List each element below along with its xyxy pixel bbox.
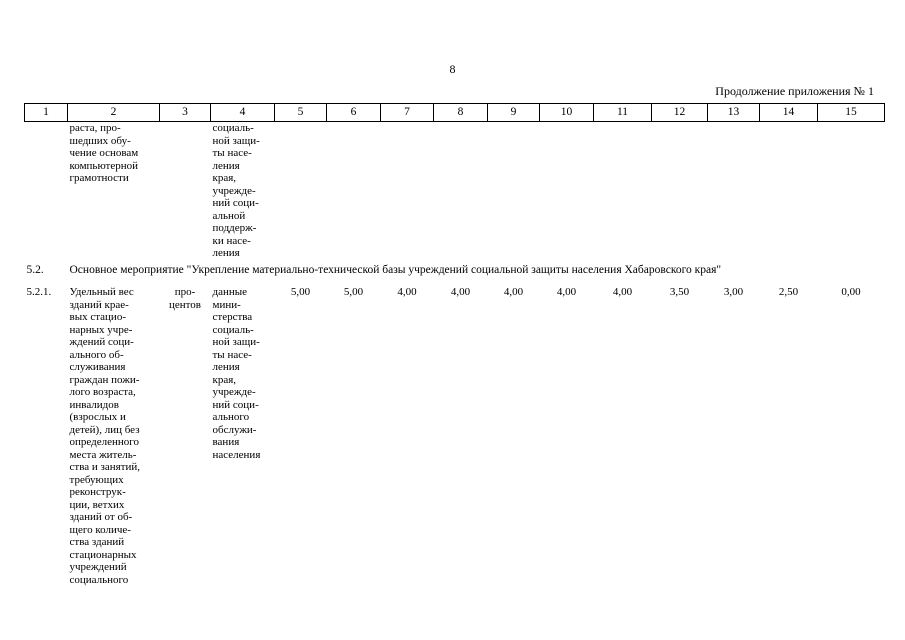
header-cell-9: 9 <box>488 104 540 122</box>
value-cell: 4,00 <box>450 286 471 298</box>
header-cell-13: 13 <box>708 104 760 122</box>
continuation-label: Продолжение приложения № 1 <box>715 84 874 98</box>
header-cell-12: 12 <box>652 104 708 122</box>
page-number: 8 <box>449 62 456 76</box>
header-cell-15: 15 <box>818 104 885 122</box>
value-cell: 3,50 <box>669 286 690 298</box>
continued-row <box>25 122 885 260</box>
value-cell: 5,00 <box>343 286 364 298</box>
indicator-name: Удельный вес зданий крае- вых стацио- нарных учре- ждений соци- ального об- служивания граждан пожи- лого возраста, инвалидов (взрослых и детей), лиц без определенного места житель- ства и занятий, требующих реконструк- ции, ветхих зданий от об- щего количе- ства зданий стационарных учреждений социального <box>69 286 141 586</box>
value-cell: 5,00 <box>290 286 311 298</box>
header-cell-2: 2 <box>68 104 160 122</box>
value-cell: 0,00 <box>841 286 861 298</box>
value-cell: 4,00 <box>397 286 417 298</box>
header-cell-1: 1 <box>25 104 68 122</box>
section-title: Основное мероприятие "Укрепление материально-технической базы учреждений социальной защиты населения Хабаровского края" <box>69 263 722 276</box>
value-cell: 4,00 <box>503 286 524 298</box>
value-cell: 2,50 <box>778 286 799 298</box>
table-row <box>25 286 885 586</box>
value-cell: 4,00 <box>556 286 577 298</box>
continued-indicator-text: раста, про- шедших обу- чение основам компьютерной грамотности <box>69 122 139 184</box>
section-number: 5.2. <box>26 263 44 276</box>
header-cell-3: 3 <box>160 104 211 122</box>
header-cell-14: 14 <box>760 104 818 122</box>
header-cell-10: 10 <box>540 104 594 122</box>
indicators-table <box>24 103 885 586</box>
header-cell-4: 4 <box>211 104 275 122</box>
header-cell-8: 8 <box>434 104 488 122</box>
section-row <box>25 260 885 287</box>
header-cell-6: 6 <box>327 104 381 122</box>
header-cell-7: 7 <box>381 104 434 122</box>
continued-source-text: социаль- ной защи- ты насе- ления края, учрежде- ний соци- альной поддерж- ки насе- ления <box>212 122 260 259</box>
row-number: 5.2.1. <box>26 286 52 298</box>
value-cell: 4,00 <box>612 286 633 298</box>
header-row <box>25 104 885 122</box>
header-cell-5: 5 <box>275 104 327 122</box>
header-cell-11: 11 <box>594 104 652 122</box>
value-cell: 3,00 <box>723 286 744 298</box>
source-cell: данные мини- стерства социаль- ной защи- ты насе- ления края, учрежде- ний соци- ального обслужи- вания населения <box>212 286 261 461</box>
unit-cell: про- центов <box>168 286 201 311</box>
